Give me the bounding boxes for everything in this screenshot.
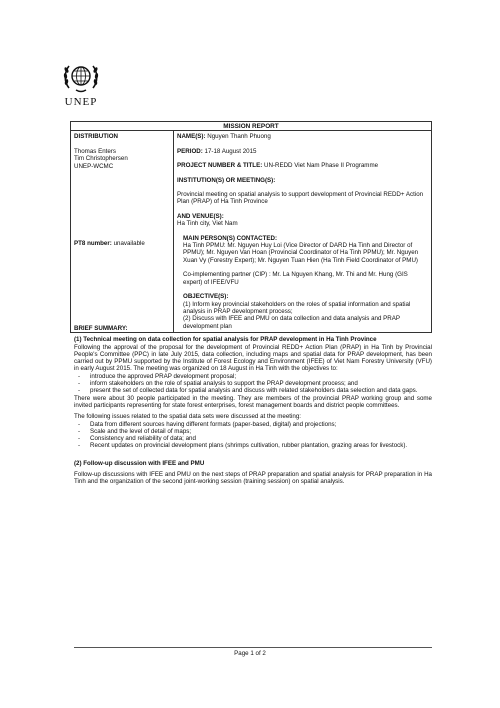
brief-summary [74,325,432,486]
recipient: UNEP-WCMC [74,162,114,170]
report-title: MISSION REPORT [71,122,432,131]
list-item: - Data from different sources having different formats (paper-based, digital) and projections; [74,421,432,428]
issues-intro: The following issues related to the spatial data sets were discussed at the meeting: [74,413,302,421]
unep-emblem-icon [60,58,102,96]
participants-paragraph: There were about 30 people participated in the meeting. They are members of the provincial PRAP working group and some invited participants representing for state forest enterprises, forest management boards and district people committees. [74,394,432,409]
left-column [71,131,174,333]
objectives-list [74,373,432,395]
section1-heading: (1) Technical meeting on data collection for spatial analysis for PRAP development in Ha Tinh Province [74,336,377,344]
pt8-value: unavailable [113,240,145,248]
objectives-label: OBJECTIVE(S): [183,293,229,301]
pt8-number [74,240,170,247]
mission-report-table [70,121,432,333]
list-item: - Scale and the level of detail of maps; [74,428,432,435]
institutions-label: INSTITUTION(S) OR MEETING(S): [177,176,276,184]
recipient: Tim Christophersen [74,155,128,163]
right-column [174,131,432,333]
persons-label: MAIN PERSON(S) CONTACTED: [183,234,278,242]
section2-paragraph: Follow-up discussions with IFEE and PMU on the next steps of PRAP preparation and spatial analysis for PRAP preparation in Ha Tinh and the organization of the second joint-working session (training session) on spatial analysis. [74,471,432,486]
section1-paragraph: Following the approval of the proposal for the development of Provincial REDD+ Action Plan (PRAP) in Ha Tinh by Provincial People's Committee (PPC) in late July 2015, data collection, including maps and spatial data for PRAP development, has been carried out by PPMU supported by the Institute of Forest Ecology and Environment (IFEE) of Viet Nam Forestry University (VFU) in early August 2015. The meeting was organized on 18 August in Ha Tinh with the objectives to: [74,343,432,373]
summary-title: BRIEF SUMMARY: [74,325,128,332]
page-number: Page 1 of 2 [234,650,266,657]
list-item: - Consistency and reliability of data; and [74,435,432,442]
institutions-value: Provincial meeting on spatial analysis to support development of Provincial REDD+ Action Plan (PRAP) of Ha Tinh Province [177,191,424,206]
list-item: - Recent updates on provincial development plans (shrimps cultivation, rubber plantation, grazing areas for livestock). [74,442,432,449]
distribution-label: DISTRIBUTION [74,133,118,141]
list-item: - present the set of collected data for spatial analysis and discuss with related stakeholders data selection and data gaps. [74,387,432,394]
project-label: PROJECT NUMBER & TITLE: [177,162,263,170]
logo-text: UNEP [64,96,98,108]
recipient: Thomas Enters [74,147,116,155]
footer-divider [74,647,432,648]
persons-value: Ha Tinh PPMU: Mr. Nguyen Huy Loi (Vice Director of DARD Ha Tinh and Director of PPMU); Mr. Nguyen Van Hoan (Provincial Coordinator of Ha Tinh PPMU); Mr. Nguyen Xuan Vy (Forestry Expert); Mr. Nguyen Tuan Hien (Ha Tinh Field Coordinator of PMU) [183,242,419,264]
period-value: 17-18 August 2015 [204,147,257,155]
list-item: - introduce the approved PRAP development proposal; [74,373,432,380]
venue-label: AND VENUE(S): [177,212,224,220]
names-label: NAME(S): [177,133,206,141]
cip-value: Co-implementing partner (CIP) : Mr. La Nguyen Khang, Mr. Thi and Mr. Hung (GIS expert) of IFEE/VFU [183,271,408,286]
period-row [177,148,428,155]
objective-item: (2) Discuss with IFEE and PMU on data collection and data analysis and PRAP development plan [183,315,400,330]
venue-value: Ha Tinh city, Viet Nam [177,220,238,228]
list-item: - inform stakeholders on the role of spatial analysis to support the PRAP development process; and [74,380,432,387]
project-value: UN-REDD Viet Nam Phase II Programme [264,162,379,170]
issues-list [74,421,432,450]
section2-heading: (2) Follow-up discussion with IFEE and PMU [74,459,205,467]
project-row [177,162,428,169]
names-value: Nguyen Thanh Phuong [207,133,271,141]
unep-logo [60,58,102,110]
objective-item: (1) Inform key provincial stakeholders on the roles of spatial information and spatial analysis in PRAP development process; [183,300,411,315]
names-row [177,133,428,140]
period-label: PERIOD: [177,147,203,155]
pt8-label: PT8 number: [74,240,112,248]
